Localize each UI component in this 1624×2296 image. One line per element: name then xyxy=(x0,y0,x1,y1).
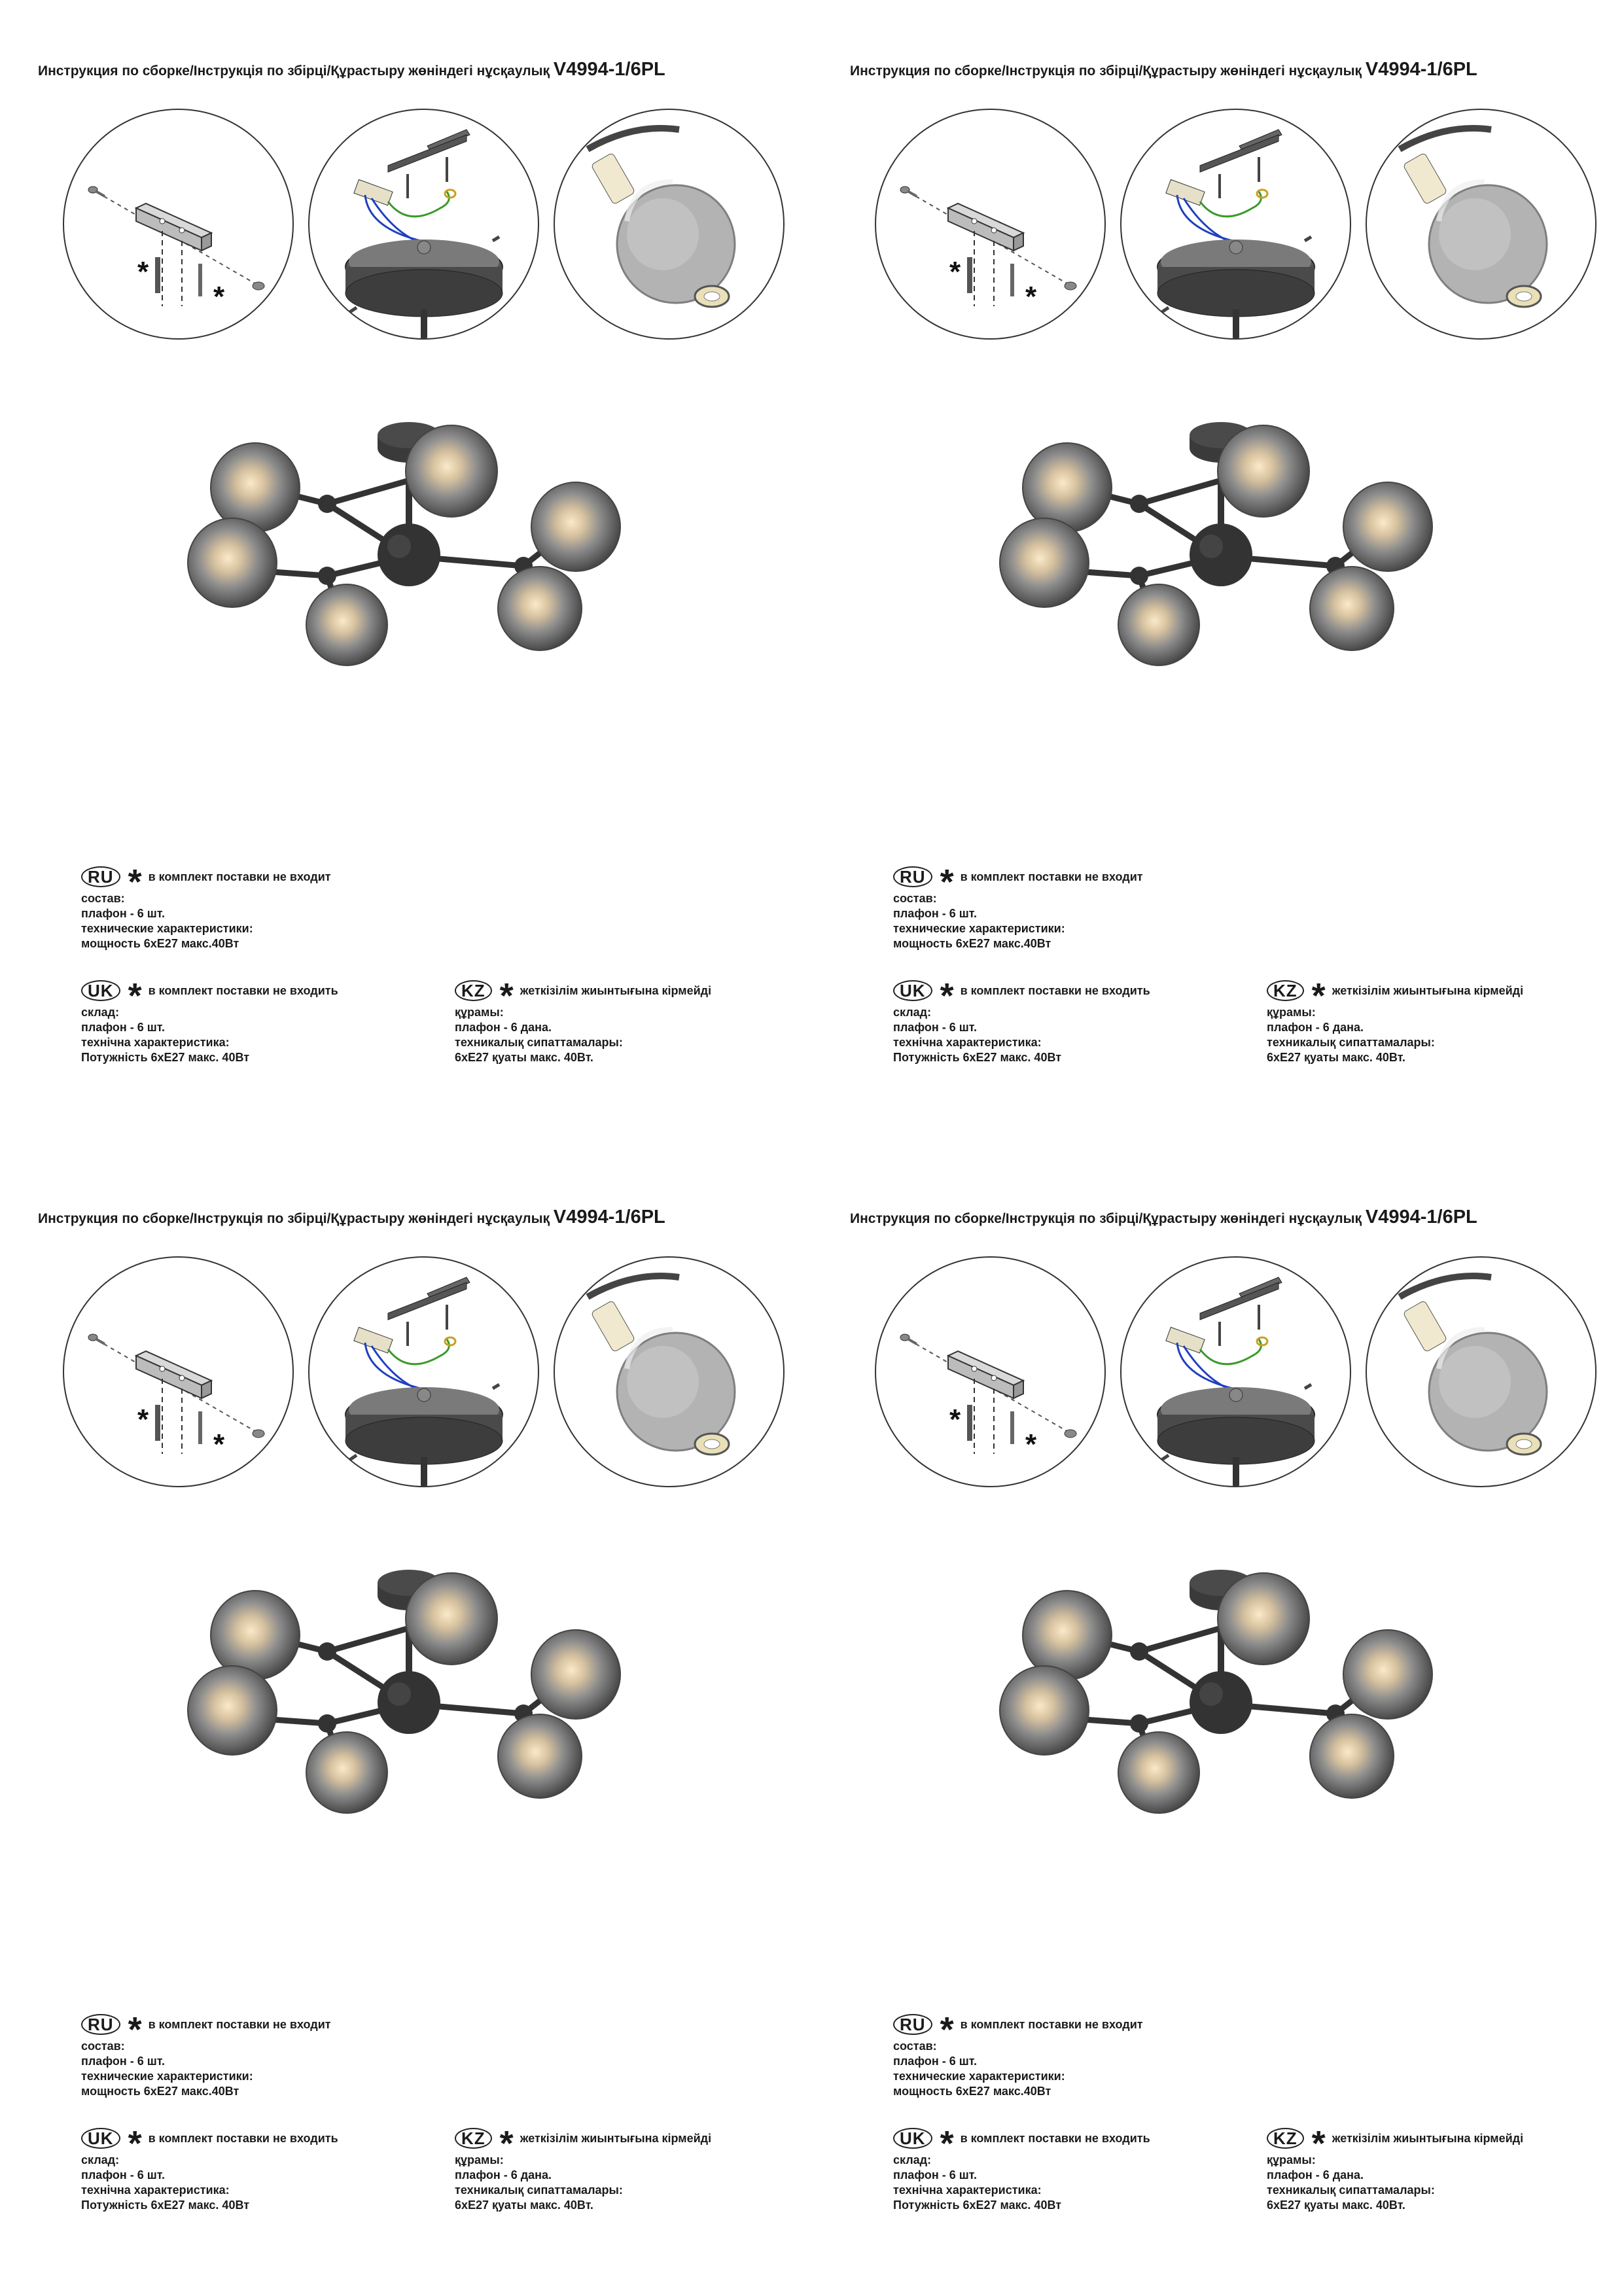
ru-line: технические характеристики: xyxy=(81,922,253,935)
uk-line: Потужність 6хЕ27 макс. 40Вт xyxy=(893,1051,1062,1064)
ru-line: плафон - 6 шт. xyxy=(893,907,977,920)
kz-line: 6хЕ27 қуаты макс. 40Вт. xyxy=(1267,2199,1405,2212)
uk-line: плафон - 6 шт. xyxy=(81,1021,165,1034)
star-marker: * xyxy=(940,2124,954,2163)
instruction-sheet-4 xyxy=(812,1148,1624,2295)
star-marker: * xyxy=(1311,2124,1326,2163)
uk-badge: UK xyxy=(893,980,932,1001)
ru-info-block xyxy=(893,2010,1143,2099)
kz-info-block xyxy=(1267,976,1523,1065)
canopy-wiring-icon xyxy=(309,110,538,338)
ru-line: плафон - 6 шт. xyxy=(81,907,165,920)
uk-line: Потужність 6хЕ27 макс. 40Вт xyxy=(81,2199,250,2212)
uk-info-block xyxy=(81,976,338,1065)
kz-note: жеткізілім жиынтығына кірмейді xyxy=(520,983,712,997)
step-bracket-diagram xyxy=(63,1256,294,1487)
star-marker: * xyxy=(213,281,225,313)
uk-line: склад: xyxy=(893,1006,932,1019)
star-marker: * xyxy=(128,2124,142,2163)
ru-line: мощность 6хЕ27 макс.40Вт xyxy=(81,2085,239,2098)
step-shade-diagram xyxy=(554,1256,785,1487)
chandelier-icon xyxy=(177,412,680,694)
assembled-chandelier-image xyxy=(177,1560,680,1841)
uk-badge: UK xyxy=(81,2128,120,2149)
step-shade-diagram xyxy=(1366,1256,1597,1487)
ru-note: в комплект поставки не входит xyxy=(960,2017,1143,2031)
canopy-wiring-icon xyxy=(309,1258,538,1486)
ru-line: мощность 6хЕ27 макс.40Вт xyxy=(893,937,1051,950)
mounting-bracket-icon xyxy=(64,110,292,338)
kz-info-block xyxy=(1267,2124,1523,2213)
kz-line: құрамы: xyxy=(1267,1006,1316,1019)
kz-line: плафон - 6 дана. xyxy=(1267,1021,1364,1034)
chandelier-icon xyxy=(989,1560,1492,1841)
kz-badge: KZ xyxy=(455,2128,492,2149)
step-shade-diagram xyxy=(1366,109,1597,340)
ru-badge: RU xyxy=(81,2014,120,2035)
star-marker: * xyxy=(213,1428,225,1460)
kz-line: плафон - 6 дана. xyxy=(1267,2168,1364,2181)
instruction-sheet-2 xyxy=(812,0,1624,1148)
title-text: Инструкция по сборке/Інструкція по збірці/Құрастыру жөніндегі нұсқаулық xyxy=(38,1211,550,1226)
ru-line: мощность 6хЕ27 макс.40Вт xyxy=(81,937,239,950)
uk-line: плафон - 6 шт. xyxy=(893,2168,977,2181)
step-bracket-diagram xyxy=(875,1256,1106,1487)
kz-line: техникалық сипаттамалары: xyxy=(1267,2183,1435,2197)
shade-mount-icon xyxy=(1367,110,1595,338)
title-text: Инструкция по сборке/Інструкція по збірці/Құрастыру жөніндегі нұсқаулық xyxy=(38,63,550,79)
star-marker: * xyxy=(137,1404,149,1436)
uk-line: технічна характеристика: xyxy=(81,2183,230,2197)
shade-mount-icon xyxy=(555,1258,783,1486)
kz-line: техникалық сипаттамалары: xyxy=(1267,1036,1435,1049)
kz-line: құрамы: xyxy=(455,1006,504,1019)
kz-note: жеткізілім жиынтығына кірмейді xyxy=(520,2131,712,2145)
kz-line: плафон - 6 дана. xyxy=(455,1021,552,1034)
ru-info-block xyxy=(81,2010,331,2099)
uk-info-block xyxy=(893,2124,1150,2213)
star-marker: * xyxy=(137,256,149,288)
ru-line: плафон - 6 шт. xyxy=(893,2055,977,2068)
uk-line: Потужність 6хЕ27 макс. 40Вт xyxy=(81,1051,250,1064)
kz-line: 6хЕ27 қуаты макс. 40Вт. xyxy=(1267,1051,1405,1064)
kz-note: жеткізілім жиынтығына кірмейді xyxy=(1332,983,1524,997)
uk-line: технічна характеристика: xyxy=(81,1036,230,1049)
star-marker: * xyxy=(128,862,142,902)
instruction-sheet-1 xyxy=(0,0,812,1148)
step-wiring-diagram xyxy=(308,109,539,340)
uk-line: плафон - 6 шт. xyxy=(893,1021,977,1034)
mounting-bracket-icon xyxy=(64,1258,292,1486)
ru-info-block xyxy=(893,862,1143,951)
kz-line: құрамы: xyxy=(1267,2153,1316,2166)
star-marker: * xyxy=(1311,976,1326,1016)
ru-note: в комплект поставки не входит xyxy=(148,2017,331,2031)
uk-badge: UK xyxy=(893,2128,932,2149)
uk-line: склад: xyxy=(81,2153,120,2166)
ru-line: технические характеристики: xyxy=(893,922,1065,935)
uk-line: склад: xyxy=(893,2153,932,2166)
kz-line: 6хЕ27 қуаты макс. 40Вт. xyxy=(455,1051,593,1064)
kz-info-block xyxy=(455,2124,711,2213)
ru-line: состав: xyxy=(81,2040,125,2053)
ru-line: технические характеристики: xyxy=(893,2070,1065,2083)
step-wiring-diagram xyxy=(308,1256,539,1487)
kz-badge: KZ xyxy=(455,980,492,1001)
title-text: Инструкция по сборке/Інструкція по збірці/Құрастыру жөніндегі нұсқаулық xyxy=(850,1211,1362,1226)
ru-line: состав: xyxy=(893,892,937,905)
canopy-wiring-icon xyxy=(1121,110,1350,338)
instruction-title xyxy=(850,1207,1477,1228)
uk-badge: UK xyxy=(81,980,120,1001)
kz-note: жеткізілім жиынтығына кірмейді xyxy=(1332,2131,1524,2145)
assembled-chandelier-image xyxy=(989,1560,1492,1841)
instruction-title xyxy=(38,1207,665,1228)
kz-info-block xyxy=(455,976,711,1065)
ru-line: технические характеристики: xyxy=(81,2070,253,2083)
star-marker: * xyxy=(1025,281,1037,313)
star-marker: * xyxy=(940,2010,954,2049)
uk-line: склад: xyxy=(81,1006,120,1019)
ru-line: мощность 6хЕ27 макс.40Вт xyxy=(893,2085,1051,2098)
uk-line: Потужність 6хЕ27 макс. 40Вт xyxy=(893,2199,1062,2212)
canopy-wiring-icon xyxy=(1121,1258,1350,1486)
ru-line: плафон - 6 шт. xyxy=(81,2055,165,2068)
mounting-bracket-icon xyxy=(876,110,1104,338)
chandelier-icon xyxy=(989,412,1492,694)
star-marker: * xyxy=(499,2124,514,2163)
star-marker: * xyxy=(949,256,961,288)
step-wiring-diagram xyxy=(1120,109,1351,340)
model-number: V4994-1/6PL xyxy=(553,1207,665,1227)
instruction-title xyxy=(38,59,665,80)
ru-line: состав: xyxy=(81,892,125,905)
ru-note: в комплект поставки не входит xyxy=(148,870,331,883)
assembled-chandelier-image xyxy=(989,412,1492,694)
uk-line: плафон - 6 шт. xyxy=(81,2168,165,2181)
star-marker: * xyxy=(1025,1428,1037,1460)
ru-note: в комплект поставки не входит xyxy=(960,870,1143,883)
star-marker: * xyxy=(128,976,142,1016)
star-marker: * xyxy=(940,976,954,1016)
model-number: V4994-1/6PL xyxy=(1365,59,1477,80)
kz-badge: KZ xyxy=(1267,2128,1304,2149)
kz-line: құрамы: xyxy=(455,2153,504,2166)
kz-line: техникалық сипаттамалары: xyxy=(455,2183,623,2197)
step-wiring-diagram xyxy=(1120,1256,1351,1487)
chandelier-icon xyxy=(177,1560,680,1841)
ru-badge: RU xyxy=(81,866,120,887)
uk-info-block xyxy=(893,976,1150,1065)
instruction-title xyxy=(850,59,1477,80)
uk-line: технічна характеристика: xyxy=(893,1036,1042,1049)
star-marker: * xyxy=(949,1404,961,1436)
star-marker: * xyxy=(499,976,514,1016)
ru-info-block xyxy=(81,862,331,951)
step-bracket-diagram xyxy=(875,109,1106,340)
uk-info-block xyxy=(81,2124,338,2213)
model-number: V4994-1/6PL xyxy=(1365,1207,1477,1227)
step-shade-diagram xyxy=(554,109,785,340)
star-marker: * xyxy=(940,862,954,902)
uk-note: в комплект поставки не входить xyxy=(148,2131,338,2145)
assembled-chandelier-image xyxy=(177,412,680,694)
kz-line: техникалық сипаттамалары: xyxy=(455,1036,623,1049)
ru-badge: RU xyxy=(893,2014,932,2035)
mounting-bracket-icon xyxy=(876,1258,1104,1486)
shade-mount-icon xyxy=(1367,1258,1595,1486)
uk-line: технічна характеристика: xyxy=(893,2183,1042,2197)
title-text: Инструкция по сборке/Інструкція по збірці/Құрастыру жөніндегі нұсқаулық xyxy=(850,63,1362,79)
uk-note: в комплект поставки не входить xyxy=(960,2131,1150,2145)
ru-badge: RU xyxy=(893,866,932,887)
model-number: V4994-1/6PL xyxy=(553,59,665,80)
uk-note: в комплект поставки не входить xyxy=(148,983,338,997)
kz-badge: KZ xyxy=(1267,980,1304,1001)
shade-mount-icon xyxy=(555,110,783,338)
kz-line: 6хЕ27 қуаты макс. 40Вт. xyxy=(455,2199,593,2212)
step-bracket-diagram xyxy=(63,109,294,340)
instruction-sheet-3 xyxy=(0,1148,812,2295)
star-marker: * xyxy=(128,2010,142,2049)
ru-line: состав: xyxy=(893,2040,937,2053)
kz-line: плафон - 6 дана. xyxy=(455,2168,552,2181)
uk-note: в комплект поставки не входить xyxy=(960,983,1150,997)
